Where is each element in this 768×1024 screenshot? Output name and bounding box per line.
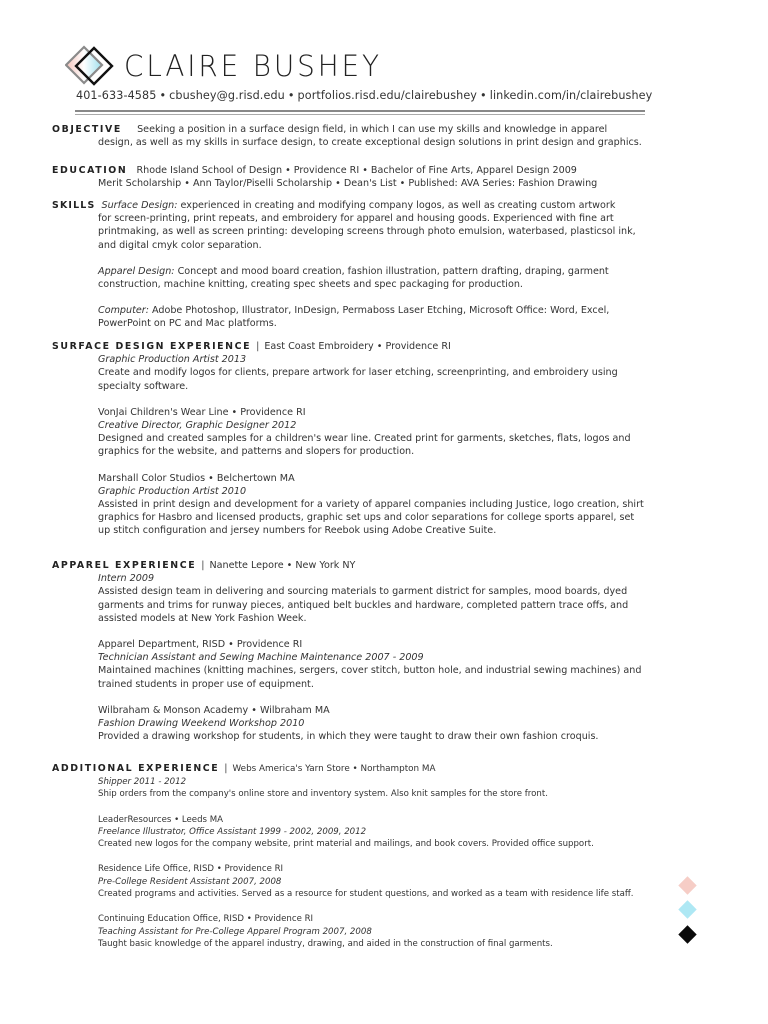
job-description: specialty software. <box>98 380 189 392</box>
job-description: Assisted design team in delivering and sourcing materials to garment district for samples, mood boards, dyed <box>98 586 628 598</box>
employer: Marshall Color Studios • Belchertown MA <box>98 472 295 484</box>
bullet-separator: • <box>287 89 295 102</box>
skill-text: PowerPoint on PC and Mac platforms. <box>98 318 277 330</box>
job-title: Freelance Illustrator, Office Assistant 1999 - 2002, 2009, 2012 <box>98 826 367 837</box>
job-description: Created new logos for the company website, print material and mailings, and book covers. Provided office support. <box>98 839 594 850</box>
education-honors: Merit Scholarship • Ann Taylor/Piselli Scholarship • Dean's List • Published: AVA Series: Fashion Drawing <box>98 178 598 190</box>
candidate-name: CLAIRE BUSHEY <box>124 49 382 83</box>
job-description: graphics for the website, and patterns and slopers for production. <box>98 446 415 458</box>
employer: LeaderResources • Leeds MA <box>98 814 224 825</box>
employer: East Coast Embroidery • Providence RI <box>264 341 451 352</box>
job-description: Taught basic knowledge of the apparel industry, drawing, and aided in the construction of final garments. <box>98 938 553 949</box>
phone: 401-633-4585 <box>76 89 157 102</box>
skill-text: construction, machine knitting, creating spec sheets and spec packaging for production. <box>98 279 523 291</box>
job-title: Graphic Production Artist 2013 <box>98 354 247 366</box>
skill-text: Adobe Photoshop, Illustrator, InDesign, Permaboss Laser Etching, Microsoft Office: Word, Excel, <box>148 305 610 317</box>
employer: Apparel Department, RISD • Providence RI <box>98 639 303 651</box>
apparel-experience-section: APPAREL EXPERIENCE | Nanette Lepore • New York NY Intern 2009 Assisted design team in delivering and sourcing materials to garment district for samples, mood boards, dyed garments and trims for runway pieces, antiqued belt buckles and hardware, completed pattern trace offs, and assisted models at New York Fashion Week. Apparel Department, RISD • Providence RI Technician Assistant and Sewing Machine Maintenance 2007 - 2009 Maintained machines (knitting machines, sergers, cover stitch, button hole, and industrial sewing machines) and trained students in proper use of equipment. Wilbraham & Monson Academy • Wilbraham MA Fashion Drawing Weekend Workshop 2010 Provided a drawing workshop for students, in which they were taught to draw their own fashion croquis. <box>52 559 692 743</box>
skill-text: printmaking, as well as screen printing: developing screens through photo emulsion, waterbased, plasticsol ink, <box>98 226 636 238</box>
header-divider <box>75 110 645 112</box>
job-description: garments and trims for runway pieces, antiqued belt buckles and hardware, completed pattern trace offs, and <box>98 599 629 611</box>
job-title: Pre-College Resident Assistant 2007, 2008 <box>98 876 282 887</box>
employer: Wilbraham & Monson Academy • Wilbraham MA <box>98 704 330 716</box>
job-title: Fashion Drawing Weekend Workshop 2010 <box>98 718 305 730</box>
skill-text: for screen-printing, print repeats, and embroidery for apparel and housing goods. Experienced with fine art <box>98 213 614 225</box>
objective-text: Seeking a position in a surface design field, in which I can use my skills and knowledge in apparel <box>137 124 608 135</box>
section-heading-objective: OBJECTIVE <box>52 124 122 135</box>
skill-text: Concept and mood board creation, fashion illustration, pattern drafting, draping, garment <box>174 265 609 277</box>
education-degree: Rhode Island School of Design • Providence RI • Bachelor of Fine Arts, Apparel Design 2009 <box>136 165 577 176</box>
portfolio-link[interactable]: portfolios.risd.edu/clairebushey <box>297 89 478 102</box>
employer: Nanette Lepore • New York NY <box>209 560 356 571</box>
employer: VonJai Children's Wear Line • Providence RI <box>98 406 306 418</box>
education-section <box>52 164 692 190</box>
employer: Webs America's Yarn Store • Northampton MA <box>232 764 436 774</box>
employer: Continuing Education Office, RISD • Providence RI <box>98 914 314 925</box>
section-heading-surface-experience: SURFACE DESIGN EXPERIENCE <box>52 341 252 352</box>
surface-experience-section: SURFACE DESIGN EXPERIENCE | East Coast Embroidery • Providence RI Graphic Production Artist 2013 Create and modify logos for clients, prepare artwork for laser etching, screenprinting, and embroidery using specialty software. VonJai Children's Wear Line • Providence RI Creative Director, Graphic Designer 2012 Designed and created samples for a children's wear line. Created print for garments, sketches, flats, logos and graphics for the website, and patterns and slopers for production. Marshall Color Studios • Belchertown MA Graphic Production Artist 2010 Assisted in print design and development for a variety of apparel companies including Justice, logo creation, shirt graphics for Hasbro and licensed products, graphic set ups and color separations for college sports apparel, set up stitch configuration and jersey numbers for Reebok using Adobe Creative Suite. <box>52 340 692 538</box>
job-title: Shipper 2011 - 2012 <box>98 777 187 787</box>
job-description: trained students in proper use of equipment. <box>98 678 314 690</box>
skill-text: experienced in creating and modifying company logos, as well as creating custom artwork <box>177 200 616 211</box>
job-description: Assisted in print design and development for a variety of apparel companies including Justice, logo creation, shirt <box>98 499 644 511</box>
bullet-separator: • <box>159 89 167 102</box>
skill-label: Apparel Design: <box>98 265 175 277</box>
job-title: Graphic Production Artist 2010 <box>98 485 247 497</box>
bullet-separator: • <box>480 89 487 102</box>
linkedin-link[interactable]: linkedin.com/in/clairebushey <box>489 89 653 102</box>
job-title: Creative Director, Graphic Designer 2012 <box>98 420 297 432</box>
job-title: Technician Assistant and Sewing Machine Maintenance 2007 - 2009 <box>98 652 424 664</box>
section-heading-additional-experience: ADDITIONAL EXPERIENCE <box>52 763 220 774</box>
objective-text: design, as well as my skills in surface design, to create exceptional design solutions in print design and graphics. <box>98 137 642 149</box>
section-heading-skills: SKILLS <box>52 200 96 211</box>
additional-experience-section: ADDITIONAL EXPERIENCE | Webs America's Yarn Store • Northampton MA Shipper 2011 - 2012 Ship orders from the company's online store and inventory system. Also knit samples for the store front. LeaderResources • Leeds MA Freelance Illustrator, Office Assistant 1999 - 2002, 2009, 2012 Created new logos for the company website, print material and mailings, and book covers. Provided office support. Residence Life Office, RISD • Providence RI Pre-College Resident Assistant 2007, 2008 Created programs and activities. Served as a resource for student questions, and worked as a team with residence life staff. Continuing Education Office, RISD • Providence RI Teaching Assistant for Pre-College Apparel Program 2007, 2008 Taught basic knowledge of the apparel industry, drawing, and aided in the construction of final garments. <box>52 762 692 950</box>
skill-label: Surface Design: <box>101 200 178 211</box>
diamond-logo-icon <box>65 44 121 88</box>
employer: Residence Life Office, RISD • Providence RI <box>98 864 284 875</box>
header-divider <box>75 114 645 115</box>
job-description: Provided a drawing workshop for students, in which they were taught to draw their own fashion croquis. <box>98 731 599 743</box>
job-description: assisted models at New York Fashion Week. <box>98 612 307 624</box>
skill-text: and digital cmyk color separation. <box>98 239 262 251</box>
skill-label: Computer: <box>98 305 149 317</box>
job-description: up stitch configuration and jersey numbers for Reebok using Adobe Creative Suite. <box>98 525 497 537</box>
email-link[interactable]: cbushey@g.risd.edu <box>169 89 285 102</box>
job-description: Maintained machines (knitting machines, sergers, cover stitch, button hole, and industrial sewing machines) and <box>98 665 642 677</box>
job-title: Teaching Assistant for Pre-College Apparel Program 2007, 2008 <box>98 926 372 937</box>
objective-section <box>52 123 692 149</box>
skills-section <box>52 199 692 331</box>
job-description: graphics for Hasbro and licensed products, graphic set ups and color separations for college sports apparel, set <box>98 512 635 524</box>
section-heading-apparel-experience: APPAREL EXPERIENCE <box>52 560 197 571</box>
contact-line <box>76 89 656 102</box>
job-description: Designed and created samples for a children's wear line. Created print for garments, sketches, flats, logos and <box>98 433 631 445</box>
job-description: Created programs and activities. Served as a resource for student questions, and worked as a team with residence life staff. <box>98 889 634 900</box>
job-description: Ship orders from the company's online store and inventory system. Also knit samples for the store front. <box>98 789 548 800</box>
section-heading-education: EDUCATION <box>52 165 128 176</box>
job-description: Create and modify logos for clients, prepare artwork for laser etching, screenprinting, and embroidery using <box>98 367 618 379</box>
job-title: Intern 2009 <box>98 573 155 585</box>
